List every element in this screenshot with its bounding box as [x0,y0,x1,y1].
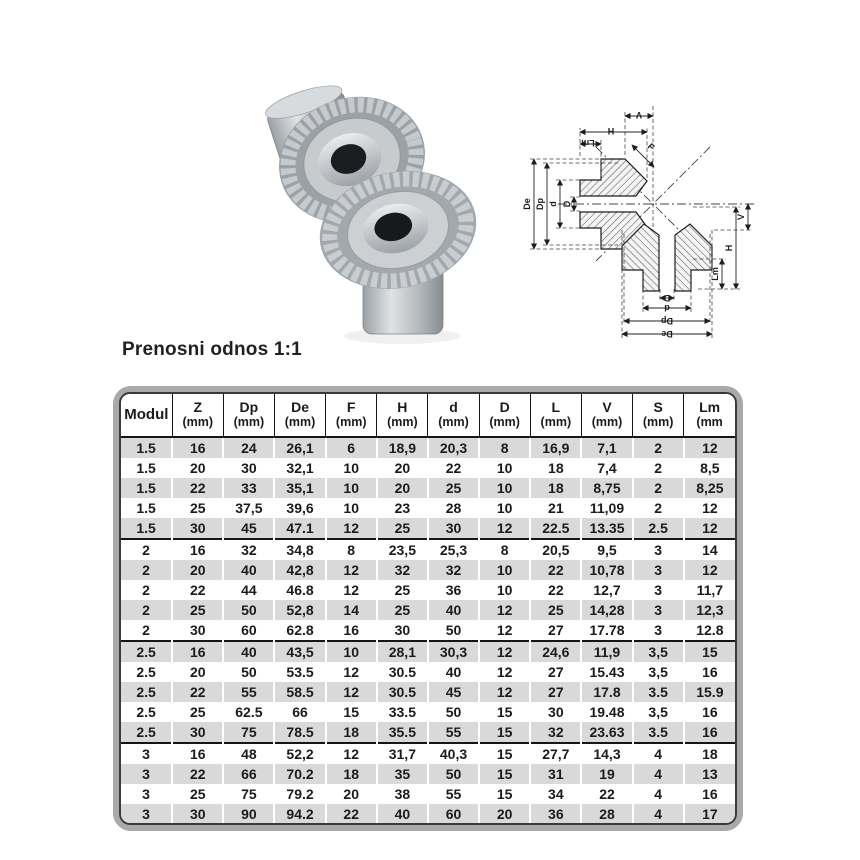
cell-h: 38 [377,784,428,804]
cell-dp: 90 [223,804,274,824]
cell-l: 31 [530,764,581,784]
dim-label-f: F [645,141,657,153]
dim-label-v-right: V [736,213,746,221]
cell-l: 27 [530,682,581,702]
cell-s: 4 [633,784,684,804]
cell-z: 30 [172,722,223,743]
cell-de: 79.2 [274,784,325,804]
cell-dp: 75 [223,784,274,804]
cell-d: 40,3 [428,743,479,764]
cell-s: 2 [633,437,684,458]
cell-v: 14,3 [581,743,632,764]
cell-d: 28 [428,498,479,518]
cell-lm: 12 [684,560,735,580]
cell-s: 3,5 [633,641,684,662]
table-body [121,437,735,824]
table-row-modul-2.5 [121,662,735,682]
cell-z: 16 [172,539,223,560]
col-header-s: S (mm) [633,394,684,437]
cell-de: 53.5 [274,662,325,682]
cell-modul: 1.5 [121,437,172,458]
cell-d: 20,3 [428,437,479,458]
cell-h: 35.5 [377,722,428,743]
cell-de: 32,1 [274,458,325,478]
cell-s: 2 [633,498,684,518]
cell-d: 12 [479,518,530,539]
cell-l: 24,6 [530,641,581,662]
cell-modul: 3 [121,743,172,764]
cell-dp: 32 [223,539,274,560]
cell-f: 16 [326,620,377,641]
cell-lm: 16 [684,662,735,682]
table-row-modul-2.5 [121,641,735,662]
cell-h: 25 [377,580,428,600]
cell-h: 20 [377,458,428,478]
cell-f: 8 [326,539,377,560]
cell-h: 20 [377,478,428,498]
cell-h: 23 [377,498,428,518]
cell-modul: 2.5 [121,722,172,743]
cell-f: 10 [326,458,377,478]
cell-dp: 55 [223,682,274,702]
cell-d: 40 [428,662,479,682]
table-row-modul-1.5 [121,518,735,539]
cell-d: 45 [428,682,479,702]
cell-s: 3 [633,600,684,620]
cell-z: 25 [172,600,223,620]
cell-z: 20 [172,662,223,682]
bottom-gear-section [622,224,712,291]
cell-modul: 1.5 [121,458,172,478]
cell-h: 35 [377,764,428,784]
cell-d: 10 [479,580,530,600]
cell-z: 25 [172,702,223,722]
cell-lm: 12,3 [684,600,735,620]
cell-de: 94.2 [274,804,325,824]
cell-f: 10 [326,498,377,518]
dim-label-bore-left: D [562,200,572,208]
cell-de: 47.1 [274,518,325,539]
cell-de: 58.5 [274,682,325,702]
cell-f: 12 [326,682,377,702]
cell-z: 30 [172,620,223,641]
cell-d: 10 [479,560,530,580]
cell-d: 10 [479,478,530,498]
cell-h: 31,7 [377,743,428,764]
page-title: Prenosni odnos 1:1 [122,339,302,360]
cell-h: 40 [377,804,428,824]
cell-d: 12 [479,662,530,682]
cell-s: 3 [633,580,684,600]
cell-dp: 30 [223,458,274,478]
cell-de: 39,6 [274,498,325,518]
cell-lm: 12 [684,437,735,458]
cell-d: 40 [428,600,479,620]
cell-lm: 13 [684,764,735,784]
cell-l: 18 [530,478,581,498]
table-row-modul-3 [121,804,735,824]
col-header-z: Z (mm) [172,394,223,437]
cell-d: 55 [428,784,479,804]
technical-drawing-svg [498,76,796,352]
cell-dp: 40 [223,560,274,580]
cell-l: 20,5 [530,539,581,560]
cell-f: 12 [326,662,377,682]
cell-d: 10 [479,458,530,478]
cell-l: 18 [530,458,581,478]
cell-v: 23.63 [581,722,632,743]
cell-lm: 18 [684,743,735,764]
cell-v: 12,7 [581,580,632,600]
cell-h: 30.5 [377,662,428,682]
cell-s: 2 [633,478,684,498]
col-header-dp: Dp (mm) [223,394,274,437]
cell-d: 15 [479,743,530,764]
dim-label-h-top: H [607,126,615,136]
cell-l: 32 [530,722,581,743]
cell-lm: 8,25 [684,478,735,498]
cell-z: 30 [172,804,223,824]
cell-s: 2.5 [633,518,684,539]
technical-drawing [498,76,796,352]
cell-d: 30,3 [428,641,479,662]
cell-d: 55 [428,722,479,743]
cell-z: 22 [172,478,223,498]
cell-d: 32 [428,560,479,580]
cell-modul: 2 [121,560,172,580]
cell-dp: 33 [223,478,274,498]
cell-d: 15 [479,784,530,804]
dim-label-de-bottom: De [661,329,673,339]
table-row-modul-2.5 [121,722,735,743]
cell-l: 30 [530,702,581,722]
cell-d: 50 [428,620,479,641]
cell-v: 17.78 [581,620,632,641]
cell-s: 3 [633,620,684,641]
cell-z: 22 [172,764,223,784]
cell-dp: 50 [223,600,274,620]
cell-d: 15 [479,702,530,722]
cell-h: 33.5 [377,702,428,722]
cell-d: 15 [479,722,530,743]
cell-l: 16,9 [530,437,581,458]
cell-d: 20 [479,804,530,824]
cell-v: 19 [581,764,632,784]
cell-dp: 60 [223,620,274,641]
cell-de: 46.8 [274,580,325,600]
cell-dp: 66 [223,764,274,784]
cell-modul: 1.5 [121,478,172,498]
col-header-h: H (mm) [377,394,428,437]
cell-f: 12 [326,518,377,539]
table-row-modul-2 [121,620,735,641]
cell-modul: 3 [121,764,172,784]
table-inner-frame [119,392,737,825]
cell-v: 8,75 [581,478,632,498]
table-header [121,394,735,437]
cell-s: 3,5 [633,662,684,682]
cell-d: 8 [479,437,530,458]
cell-z: 20 [172,458,223,478]
cell-z: 25 [172,498,223,518]
cell-d: 8 [479,539,530,560]
cell-modul: 3 [121,804,172,824]
gears-photo-illustration [222,60,494,350]
cell-v: 7,1 [581,437,632,458]
dim-label-d-left: d [548,201,558,207]
cell-de: 26,1 [274,437,325,458]
col-header-v: V (mm) [581,394,632,437]
cell-lm: 15 [684,641,735,662]
cell-h: 30.5 [377,682,428,702]
cell-v: 13.35 [581,518,632,539]
dim-label-d-bottom: d [664,303,670,313]
table-row-modul-2.5 [121,682,735,702]
cell-modul: 2.5 [121,641,172,662]
cell-f: 18 [326,764,377,784]
cell-modul: 2 [121,600,172,620]
dim-label-h-right: H [724,244,734,252]
cell-d: 36 [428,580,479,600]
cell-de: 70.2 [274,764,325,784]
cell-dp: 62.5 [223,702,274,722]
cell-z: 16 [172,743,223,764]
table-row-modul-3 [121,743,735,764]
cell-modul: 1.5 [121,518,172,539]
cell-de: 34,8 [274,539,325,560]
table-row-modul-2 [121,580,735,600]
cell-de: 52,8 [274,600,325,620]
cell-de: 43,5 [274,641,325,662]
cell-h: 25 [377,600,428,620]
cell-de: 62.8 [274,620,325,641]
table-row-modul-2.5 [121,702,735,722]
cell-s: 3 [633,539,684,560]
cell-s: 3.5 [633,722,684,743]
cell-h: 23,5 [377,539,428,560]
dim-label-bore-bottom: D [663,293,671,303]
table-row-modul-2 [121,560,735,580]
cell-l: 25 [530,600,581,620]
cell-h: 18,9 [377,437,428,458]
cell-v: 9,5 [581,539,632,560]
cell-f: 20 [326,784,377,804]
cell-d: 12 [479,682,530,702]
cell-l: 22.5 [530,518,581,539]
cell-d: 12 [479,620,530,641]
cell-v: 17.8 [581,682,632,702]
cell-lm: 12 [684,518,735,539]
cell-f: 10 [326,641,377,662]
cell-modul: 2.5 [121,702,172,722]
col-header-lm: Lm (mm [684,394,735,437]
cell-f: 12 [326,560,377,580]
table-row-modul-1.5 [121,437,735,458]
cell-modul: 2 [121,539,172,560]
cell-lm: 16 [684,722,735,743]
cell-d: 50 [428,702,479,722]
cell-v: 11,9 [581,641,632,662]
cell-d: 15 [479,764,530,784]
cell-de: 35,1 [274,478,325,498]
cell-f: 6 [326,437,377,458]
cell-de: 42,8 [274,560,325,580]
table-row-modul-3 [121,764,735,784]
cell-d: 12 [479,641,530,662]
cell-v: 7,4 [581,458,632,478]
col-header-d: D (mm) [479,394,530,437]
cell-lm: 14 [684,539,735,560]
cell-v: 28 [581,804,632,824]
table-row-modul-2 [121,600,735,620]
cell-dp: 37,5 [223,498,274,518]
cell-v: 15.43 [581,662,632,682]
cell-dp: 44 [223,580,274,600]
cell-z: 30 [172,518,223,539]
cell-lm: 15.9 [684,682,735,702]
table-row-modul-1.5 [121,458,735,478]
cell-f: 10 [326,478,377,498]
cell-f: 15 [326,702,377,722]
cell-v: 11,09 [581,498,632,518]
col-header-modul: Modul [121,394,172,437]
gear-dimensions-table [121,394,735,824]
cell-l: 27 [530,620,581,641]
cell-v: 14,28 [581,600,632,620]
cell-lm: 12.8 [684,620,735,641]
cell-d: 60 [428,804,479,824]
cell-s: 4 [633,804,684,824]
cell-f: 12 [326,743,377,764]
cell-lm: 16 [684,784,735,804]
cell-lm: 11,7 [684,580,735,600]
cell-h: 30 [377,620,428,641]
cell-l: 21 [530,498,581,518]
cell-l: 22 [530,580,581,600]
cell-l: 27,7 [530,743,581,764]
cell-modul: 2 [121,620,172,641]
cell-de: 52,2 [274,743,325,764]
dim-label-de-left: De [522,198,532,210]
cell-z: 16 [172,437,223,458]
cell-z: 22 [172,580,223,600]
cell-lm: 8,5 [684,458,735,478]
cell-dp: 24 [223,437,274,458]
cell-l: 22 [530,560,581,580]
cell-l: 36 [530,804,581,824]
cell-modul: 3 [121,784,172,804]
cell-modul: 1.5 [121,498,172,518]
cell-z: 16 [172,641,223,662]
cell-de: 78.5 [274,722,325,743]
cell-lm: 12 [684,498,735,518]
cell-d: 50 [428,764,479,784]
cell-h: 32 [377,560,428,580]
cell-z: 22 [172,682,223,702]
cell-f: 12 [326,580,377,600]
col-header-d: d (mm) [428,394,479,437]
cell-d: 10 [479,498,530,518]
cell-s: 2 [633,458,684,478]
cell-dp: 45 [223,518,274,539]
cell-z: 25 [172,784,223,804]
cell-dp: 40 [223,641,274,662]
dim-label-lm-top: Lm [581,138,595,148]
table-row-modul-1.5 [121,498,735,518]
cell-l: 27 [530,662,581,682]
col-header-l: L (mm) [530,394,581,437]
table-row-modul-2 [121,539,735,560]
cell-s: 3 [633,560,684,580]
cell-modul: 2.5 [121,662,172,682]
cell-d: 12 [479,600,530,620]
cell-modul: 2.5 [121,682,172,702]
cell-modul: 2 [121,580,172,600]
cell-v: 19.48 [581,702,632,722]
cell-d: 25,3 [428,539,479,560]
cell-v: 22 [581,784,632,804]
cell-s: 4 [633,764,684,784]
cell-f: 14 [326,600,377,620]
cell-dp: 50 [223,662,274,682]
cell-dp: 48 [223,743,274,764]
cell-s: 4 [633,743,684,764]
table-frame [113,386,743,831]
col-header-f: F (mm) [326,394,377,437]
cell-h: 28,1 [377,641,428,662]
col-header-de: De (mm) [274,394,325,437]
cell-s: 3,5 [633,702,684,722]
cell-de: 66 [274,702,325,722]
cell-lm: 16 [684,702,735,722]
cell-d: 25 [428,478,479,498]
cell-h: 25 [377,518,428,539]
dim-label-dp-bottom: Dp [661,316,673,326]
cell-dp: 75 [223,722,274,743]
table-row-modul-3 [121,784,735,804]
dim-label-v-top: V [635,110,643,120]
cell-v: 10,78 [581,560,632,580]
dim-label-lm-right: Lm [710,267,720,281]
dim-label-dp-left: Dp [535,198,545,210]
cell-lm: 17 [684,804,735,824]
cell-f: 22 [326,804,377,824]
cell-l: 34 [530,784,581,804]
table-row-modul-1.5 [121,478,735,498]
cell-d: 30 [428,518,479,539]
gears-photo [222,60,494,350]
cell-z: 20 [172,560,223,580]
cell-s: 3.5 [633,682,684,702]
cell-f: 18 [326,722,377,743]
cell-d: 22 [428,458,479,478]
